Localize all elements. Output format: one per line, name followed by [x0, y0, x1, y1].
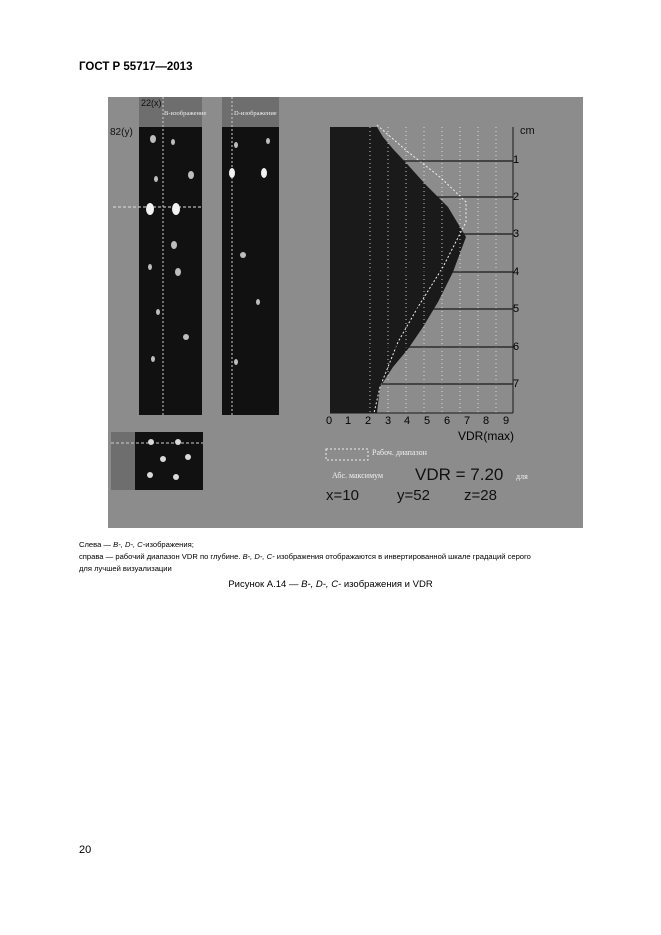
b-image-title: В-изображение [164, 110, 207, 117]
legend-swatch [326, 449, 368, 460]
c-image-left-strip [111, 432, 135, 490]
vdr-tick-2: 2 [365, 415, 372, 427]
vdr-value: VDR = 7.20 [415, 465, 504, 484]
figure-bdc-images-vdr [108, 97, 583, 528]
vdr-tick-3: 3 [385, 415, 392, 427]
d-image-title: D-изображение [234, 110, 277, 117]
coord-y: y=52 [397, 487, 430, 504]
coord-x: x=10 [326, 487, 359, 504]
y-coordinate-label: 82(y) [110, 127, 133, 138]
vdr-tick-6: 6 [444, 415, 451, 427]
b-image-top-label: 22(x) [141, 98, 162, 108]
depth-tick-1: 1 [513, 154, 520, 166]
vdr-bars-area [330, 127, 377, 413]
depth-tick-2: 2 [513, 191, 520, 203]
vdr-tick-4: 4 [404, 415, 411, 427]
vdr-tick-8: 8 [483, 415, 490, 427]
vdr-tick-9: 9 [503, 415, 510, 427]
figure-caption-notes [79, 539, 619, 575]
document-header: ГОСТ Р 55717—2013 [79, 61, 193, 73]
depth-tick-5: 5 [513, 303, 520, 315]
b-image-panel [139, 97, 202, 415]
depth-tick-4: 4 [513, 266, 520, 278]
depth-tick-3: 3 [513, 228, 520, 240]
vdr-value-suffix: для [516, 472, 528, 481]
vdr-chart [330, 125, 513, 413]
figure-graphics [108, 97, 583, 528]
coord-z: z=28 [464, 487, 497, 504]
vdr-tick-5: 5 [424, 415, 431, 427]
depth-tick-7: 7 [513, 378, 520, 390]
figure-title: Рисунок А.14 — В-, D-, С- изображения и VDR [228, 579, 433, 590]
depth-tick-6: 6 [513, 341, 520, 353]
vdr-tick-0: 0 [326, 415, 333, 427]
page-number: 20 [79, 844, 92, 856]
caption-line-3: для лучшей визуализации [79, 564, 172, 573]
vdr-axis-label: VDR(max) [458, 429, 514, 443]
caption-line-1: Слева — В-, D-, С-изображения; [79, 540, 194, 549]
abs-max-label: Абс. максимум [332, 471, 384, 480]
vdr-tick-1: 1 [345, 415, 352, 427]
d-image-panel [222, 97, 279, 415]
caption-line-2: справа — рабочий диапазон VDR по глубине. В-, D-, С- изображения отображаются в инвертированной шкале градаций серого [79, 552, 531, 561]
legend-label: Рабоч. диапазон [372, 448, 427, 457]
depth-unit-label: cm [520, 125, 535, 137]
vdr-tick-7: 7 [464, 415, 471, 427]
vdr-bars-envelope [377, 127, 466, 413]
